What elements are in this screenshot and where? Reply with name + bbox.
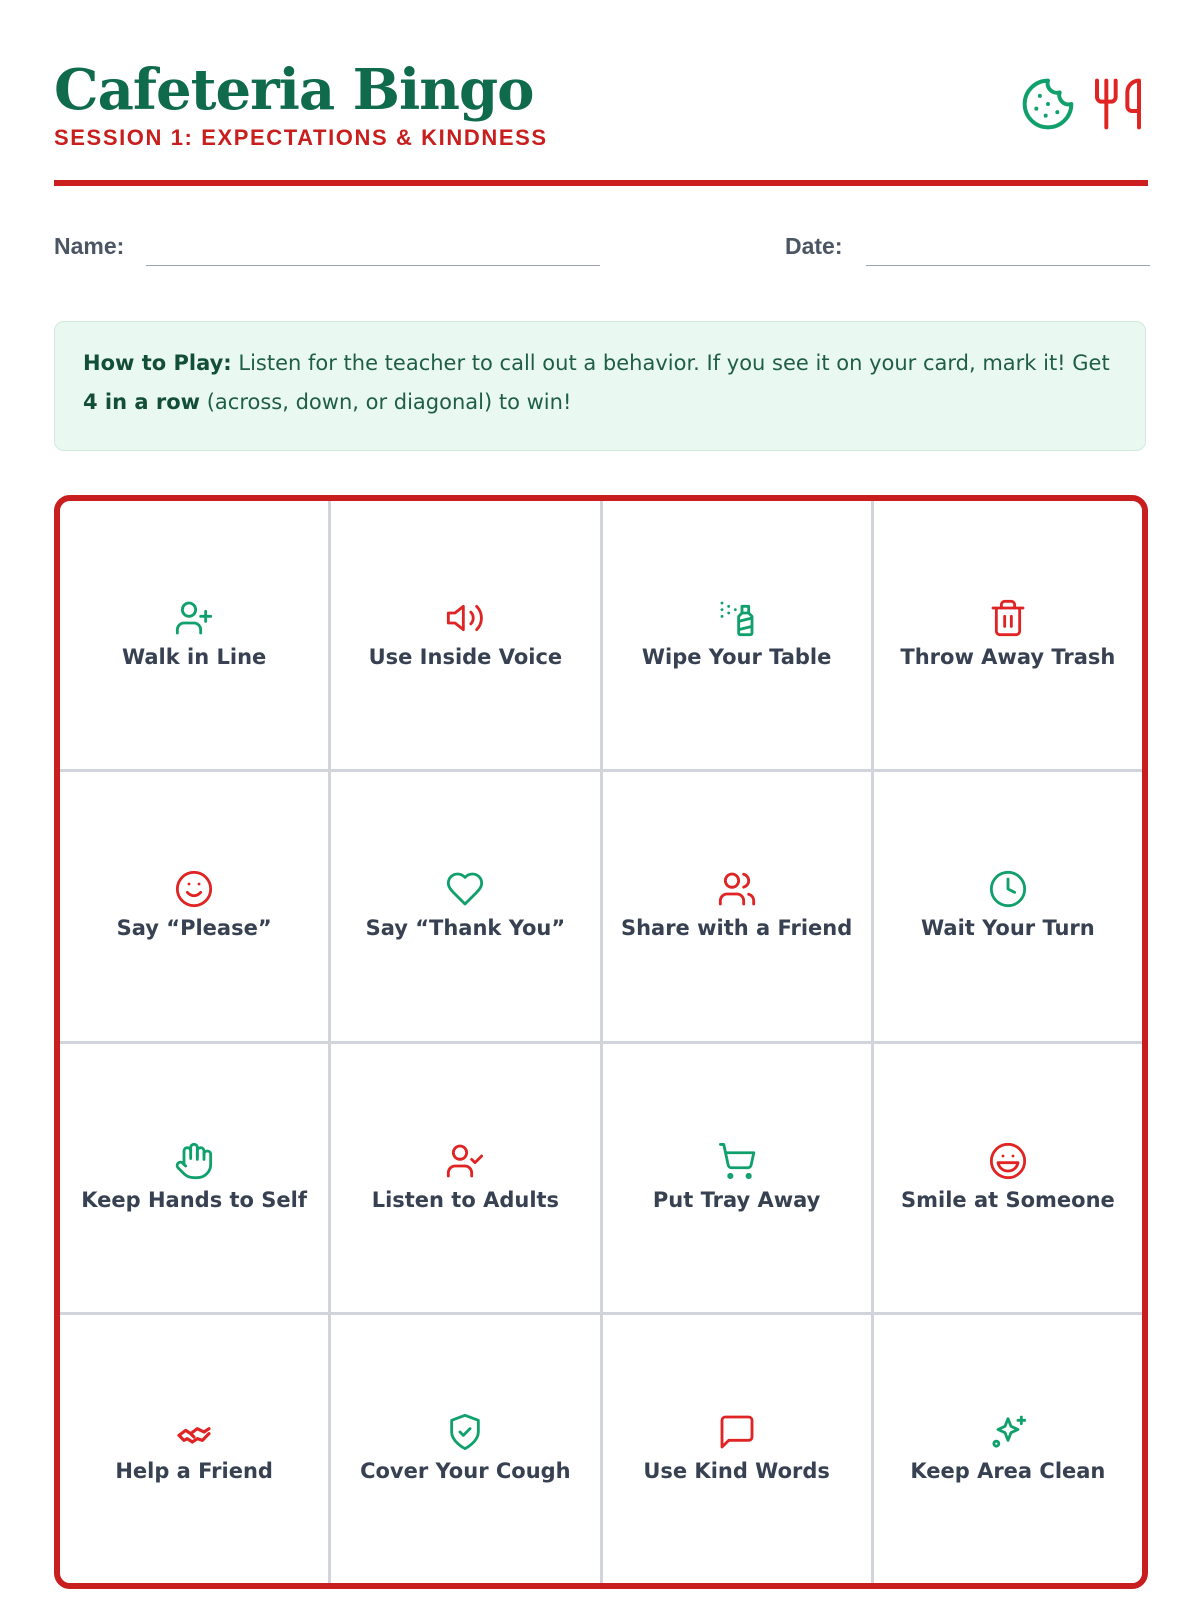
user-check-icon	[445, 1141, 485, 1181]
cell-label: Cover Your Cough	[360, 1458, 571, 1483]
cell-label: Help a Friend	[115, 1458, 273, 1483]
cell-label: Say “Thank You”	[365, 916, 566, 941]
bingo-cell[interactable]	[60, 772, 328, 1040]
how-to-play-lead: How to Play:	[83, 351, 232, 375]
page-title: Cafeteria Bingo	[54, 57, 534, 123]
how-to-play-text-2: (across, down, or diagonal) to win!	[200, 390, 572, 414]
spray-bottle-icon	[717, 598, 757, 638]
heart-icon	[445, 869, 485, 909]
user-plus-icon	[174, 598, 214, 638]
bingo-cell[interactable]	[331, 501, 599, 769]
cookie-icon	[1020, 76, 1076, 132]
bingo-cell[interactable]	[603, 1044, 871, 1312]
name-label: Name:	[54, 233, 125, 259]
bingo-cell[interactable]	[874, 1044, 1142, 1312]
laugh-icon	[988, 1141, 1028, 1181]
bingo-cell[interactable]	[874, 501, 1142, 769]
handshake-icon	[174, 1412, 214, 1452]
bingo-cell[interactable]	[331, 1315, 599, 1583]
trash-icon	[988, 598, 1028, 638]
shield-check-icon	[445, 1412, 485, 1452]
date-label: Date:	[785, 233, 843, 259]
cell-label: Listen to Adults	[371, 1187, 560, 1212]
cell-label: Throw Away Trash	[900, 645, 1116, 670]
header-icons	[1020, 76, 1146, 132]
how-to-play-text-1: Listen for the teacher to call out a behavior. If you see it on your card, mark it! Get	[231, 351, 1110, 375]
name-field[interactable]	[146, 265, 600, 266]
cell-label: Keep Area Clean	[910, 1458, 1106, 1483]
session-subtitle: SESSION 1: EXPECTATIONS & KINDNESS	[54, 125, 548, 150]
bingo-cell[interactable]	[331, 772, 599, 1040]
smile-icon	[174, 869, 214, 909]
bingo-cell[interactable]	[60, 1044, 328, 1312]
bingo-cell[interactable]	[874, 1315, 1142, 1583]
cell-label: Wipe Your Table	[641, 645, 832, 670]
users-icon	[717, 869, 757, 909]
bingo-cell[interactable]	[60, 1315, 328, 1583]
date-field[interactable]	[866, 265, 1150, 266]
hand-icon	[174, 1141, 214, 1181]
clock-icon	[988, 869, 1028, 909]
cell-label: Put Tray Away	[652, 1187, 821, 1212]
cell-label: Use Kind Words	[643, 1458, 830, 1483]
bingo-cell[interactable]	[603, 772, 871, 1040]
cell-label: Use Inside Voice	[368, 645, 563, 670]
cell-label: Keep Hands to Self	[81, 1187, 307, 1212]
cart-icon	[717, 1141, 757, 1181]
bingo-cell[interactable]	[331, 1044, 599, 1312]
bingo-cell[interactable]	[874, 772, 1142, 1040]
cell-label: Wait Your Turn	[921, 916, 1095, 941]
cell-label: Share with a Friend	[620, 916, 853, 941]
message-icon	[717, 1412, 757, 1452]
bingo-cell[interactable]	[603, 501, 871, 769]
how-to-play-panel	[54, 321, 1146, 451]
bingo-cell[interactable]	[603, 1315, 871, 1583]
volume-icon	[445, 598, 485, 638]
cell-label: Smile at Someone	[900, 1187, 1115, 1212]
utensils-icon	[1090, 76, 1146, 132]
cell-label: Say “Please”	[116, 916, 272, 941]
cell-label: Walk in Line	[121, 645, 267, 670]
bingo-board	[54, 495, 1148, 1589]
bingo-cell[interactable]	[60, 501, 328, 769]
how-to-play-emphasis: 4 in a row	[83, 390, 201, 414]
header-divider	[54, 180, 1148, 186]
sparkles-icon	[988, 1412, 1028, 1452]
